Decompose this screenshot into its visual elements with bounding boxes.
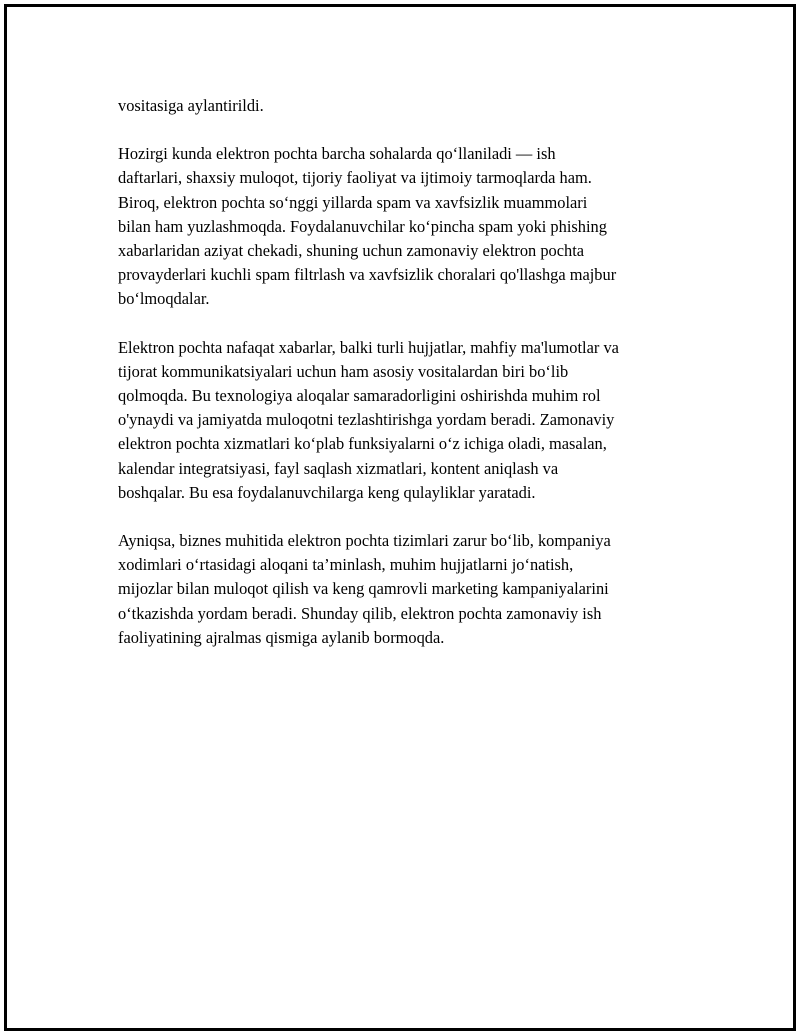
paragraph: Hozirgi kunda elektron pochta barcha sohalarda qo‘llaniladi — ish daftarlari, shaxsiy muloqot, tijoriy faoliyat va ijtimoiy tarmoqlarda ham. Biroq, elektron pochta so‘nggi yillarda spam va xavfsizlik muammolari bilan ham yuzlashmoqda. Foydalanuvchilar ko‘pincha spam yoki phishing xabarlaridan aziyat chekadi, shuning uchun zamonaviy elektron pochta provayderlari kuchli spam filtrlash va xavfsizlik choralari qo'llashga majbur bo‘lmoqdalar. [118, 144, 617, 309]
paragraph: Ayniqsa, biznes muhitida elektron pochta tizimlari zarur bo‘lib, kompaniya xodimlari o‘rtasidagi aloqani ta’minlash, muhim hujjatlarni jo‘natish, mijozlar bilan muloqot qilish va keng qamrovli marketing kampaniyalarini o‘tkazishda yordam beradi. Shunday qilib, elektron pochta zamonaviy ish faoliyatining ajralmas qismiga aylanib bormoqda. [118, 531, 611, 647]
paragraph: Elektron pochta nafaqat xabarlar, balki turli hujjatlar, mahfiy ma'lumotlar va tijorat kommunikatsiyalari uchun ham asosiy vositalardan biri bo‘lib qolmoqda. Bu texnologiya aloqalar samaradorligini oshirishda muhim rol o'ynaydi va jamiyatda muloqotni tezlashtirishga yordam beradi. Zamonaviy elektron pochta xizmatlari ko‘plab funksiyalarni o‘z ichiga oladi, masalan, kalendar integratsiyasi, fayl saqlash xizmatlari, kontent aniqlash va boshqalar. Bu esa foydalanuvchilarga keng qulayliklar yaratadi. [118, 337, 619, 502]
document-body [118, 94, 698, 674]
paragraph: vositasiga aylantirildi. [118, 96, 264, 115]
